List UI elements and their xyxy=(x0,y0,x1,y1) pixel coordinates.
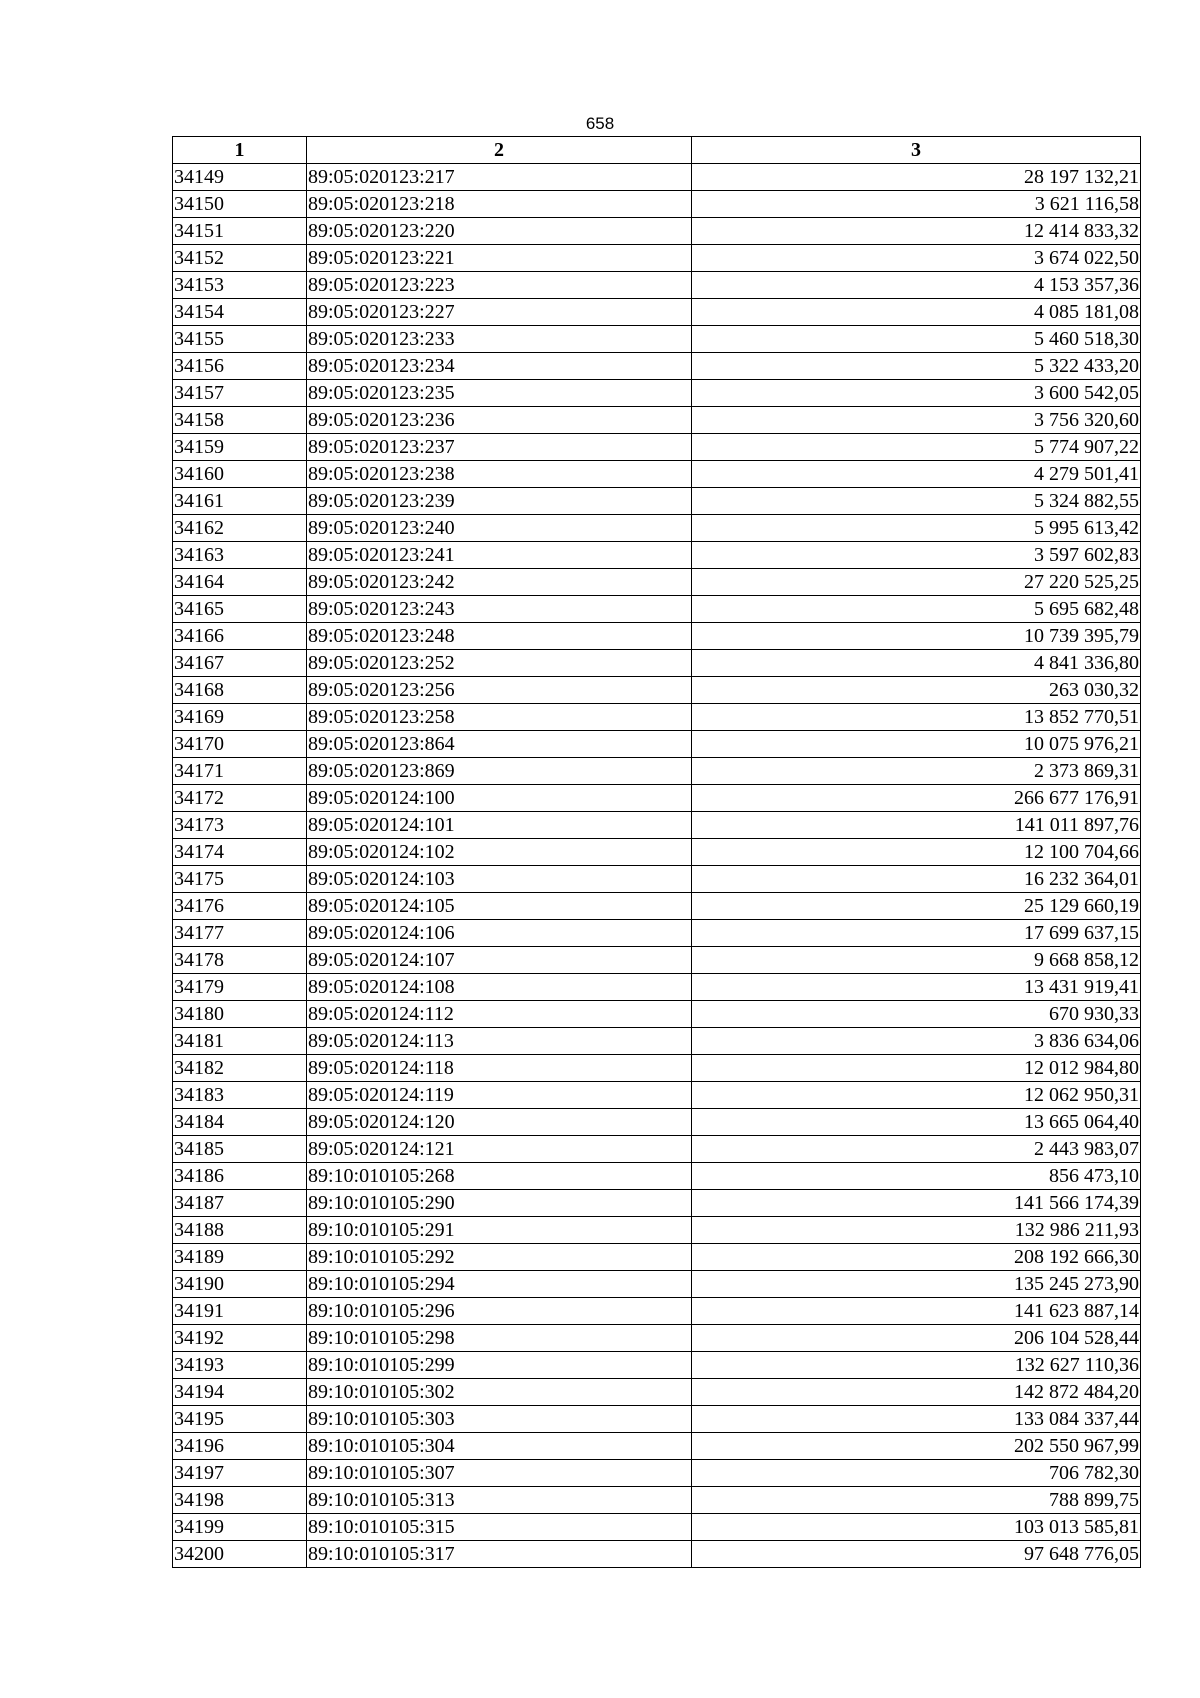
row-number-cell: 34200 xyxy=(173,1541,307,1568)
cadastral-number-cell: 89:10:010105:302 xyxy=(307,1379,692,1406)
cadastral-number-cell: 89:05:020123:252 xyxy=(307,650,692,677)
cadastral-value-cell: 103 013 585,81 xyxy=(692,1514,1141,1541)
cadastral-number-cell: 89:10:010105:292 xyxy=(307,1244,692,1271)
cadastral-value-cell: 706 782,30 xyxy=(692,1460,1141,1487)
cadastral-number-cell: 89:05:020123:220 xyxy=(307,218,692,245)
cadastral-number-cell: 89:10:010105:304 xyxy=(307,1433,692,1460)
table-row xyxy=(173,353,1141,380)
cadastral-value-cell: 13 665 064,40 xyxy=(692,1109,1141,1136)
cadastral-number-cell: 89:05:020123:258 xyxy=(307,704,692,731)
cadastral-number-cell: 89:05:020123:238 xyxy=(307,461,692,488)
table-row xyxy=(173,596,1141,623)
table-row xyxy=(173,1001,1141,1028)
row-number-cell: 34193 xyxy=(173,1352,307,1379)
cadastral-value-cell: 5 460 518,30 xyxy=(692,326,1141,353)
cadastral-value-cell: 17 699 637,15 xyxy=(692,920,1141,947)
cadastral-number-cell: 89:05:020123:256 xyxy=(307,677,692,704)
cadastral-number-cell: 89:05:020124:108 xyxy=(307,974,692,1001)
cadastral-value-cell: 202 550 967,99 xyxy=(692,1433,1141,1460)
row-number-cell: 34182 xyxy=(173,1055,307,1082)
table-row xyxy=(173,1298,1141,1325)
row-number-cell: 34168 xyxy=(173,677,307,704)
row-number-cell: 34150 xyxy=(173,191,307,218)
table-row xyxy=(173,1109,1141,1136)
cadastral-number-cell: 89:05:020124:105 xyxy=(307,893,692,920)
cadastral-number-cell: 89:05:020124:119 xyxy=(307,1082,692,1109)
cadastral-number-cell: 89:05:020123:221 xyxy=(307,245,692,272)
table-body xyxy=(173,164,1141,1568)
row-number-cell: 34163 xyxy=(173,542,307,569)
table-row xyxy=(173,758,1141,785)
row-number-cell: 34153 xyxy=(173,272,307,299)
cadastral-value-cell: 4 153 357,36 xyxy=(692,272,1141,299)
cadastral-number-cell: 89:05:020124:106 xyxy=(307,920,692,947)
cadastral-number-cell: 89:05:020123:248 xyxy=(307,623,692,650)
cadastral-number-cell: 89:10:010105:317 xyxy=(307,1541,692,1568)
row-number-cell: 34191 xyxy=(173,1298,307,1325)
row-number-cell: 34164 xyxy=(173,569,307,596)
row-number-cell: 34188 xyxy=(173,1217,307,1244)
table-row xyxy=(173,1028,1141,1055)
row-number-cell: 34167 xyxy=(173,650,307,677)
cadastral-number-cell: 89:05:020124:121 xyxy=(307,1136,692,1163)
row-number-cell: 34178 xyxy=(173,947,307,974)
cadastral-number-cell: 89:10:010105:315 xyxy=(307,1514,692,1541)
cadastral-number-cell: 89:05:020124:107 xyxy=(307,947,692,974)
row-number-cell: 34159 xyxy=(173,434,307,461)
table-row xyxy=(173,812,1141,839)
table-row xyxy=(173,1460,1141,1487)
table-row xyxy=(173,1514,1141,1541)
cadastral-value-cell: 4 279 501,41 xyxy=(692,461,1141,488)
cadastral-number-cell: 89:10:010105:290 xyxy=(307,1190,692,1217)
row-number-cell: 34180 xyxy=(173,1001,307,1028)
cadastral-value-cell: 132 627 110,36 xyxy=(692,1352,1141,1379)
row-number-cell: 34177 xyxy=(173,920,307,947)
row-number-cell: 34158 xyxy=(173,407,307,434)
row-number-cell: 34162 xyxy=(173,515,307,542)
table-row xyxy=(173,1055,1141,1082)
row-number-cell: 34181 xyxy=(173,1028,307,1055)
table-row xyxy=(173,164,1141,191)
row-number-cell: 34194 xyxy=(173,1379,307,1406)
row-number-cell: 34198 xyxy=(173,1487,307,1514)
cadastral-number-cell: 89:05:020123:217 xyxy=(307,164,692,191)
row-number-cell: 34176 xyxy=(173,893,307,920)
row-number-cell: 34165 xyxy=(173,596,307,623)
table-row xyxy=(173,866,1141,893)
cadastral-value-cell: 5 695 682,48 xyxy=(692,596,1141,623)
row-number-cell: 34171 xyxy=(173,758,307,785)
table-row xyxy=(173,650,1141,677)
cadastral-number-cell: 89:05:020124:101 xyxy=(307,812,692,839)
cadastral-value-cell: 3 756 320,60 xyxy=(692,407,1141,434)
cadastral-value-cell: 12 062 950,31 xyxy=(692,1082,1141,1109)
table-row xyxy=(173,1244,1141,1271)
row-number-cell: 34183 xyxy=(173,1082,307,1109)
column-header-2: 2 xyxy=(307,137,692,164)
row-number-cell: 34157 xyxy=(173,380,307,407)
row-number-cell: 34199 xyxy=(173,1514,307,1541)
row-number-cell: 34195 xyxy=(173,1406,307,1433)
cadastral-value-cell: 2 443 983,07 xyxy=(692,1136,1141,1163)
cadastral-value-cell: 3 621 116,58 xyxy=(692,191,1141,218)
cadastral-number-cell: 89:05:020123:237 xyxy=(307,434,692,461)
cadastral-number-cell: 89:05:020123:233 xyxy=(307,326,692,353)
row-number-cell: 34174 xyxy=(173,839,307,866)
cadastral-value-cell: 266 677 176,91 xyxy=(692,785,1141,812)
table-row xyxy=(173,218,1141,245)
cadastral-value-cell: 25 129 660,19 xyxy=(692,893,1141,920)
cadastral-value-cell: 28 197 132,21 xyxy=(692,164,1141,191)
cadastral-number-cell: 89:05:020123:243 xyxy=(307,596,692,623)
table-row xyxy=(173,1136,1141,1163)
column-header-1: 1 xyxy=(173,137,307,164)
table-row xyxy=(173,704,1141,731)
row-number-cell: 34185 xyxy=(173,1136,307,1163)
cadastral-value-cell: 670 930,33 xyxy=(692,1001,1141,1028)
table-row xyxy=(173,488,1141,515)
table-row xyxy=(173,785,1141,812)
cadastral-number-cell: 89:10:010105:303 xyxy=(307,1406,692,1433)
cadastral-value-cell: 142 872 484,20 xyxy=(692,1379,1141,1406)
cadastral-value-cell: 13 431 919,41 xyxy=(692,974,1141,1001)
row-number-cell: 34197 xyxy=(173,1460,307,1487)
row-number-cell: 34196 xyxy=(173,1433,307,1460)
row-number-cell: 34170 xyxy=(173,731,307,758)
cadastral-number-cell: 89:10:010105:294 xyxy=(307,1271,692,1298)
cadastral-number-cell: 89:05:020123:235 xyxy=(307,380,692,407)
table-row xyxy=(173,677,1141,704)
table-row xyxy=(173,299,1141,326)
cadastral-number-cell: 89:05:020123:234 xyxy=(307,353,692,380)
cadastral-value-cell: 5 324 882,55 xyxy=(692,488,1141,515)
row-number-cell: 34190 xyxy=(173,1271,307,1298)
cadastral-value-cell: 12 100 704,66 xyxy=(692,839,1141,866)
table-row xyxy=(173,434,1141,461)
cadastral-value-cell: 4 085 181,08 xyxy=(692,299,1141,326)
cadastral-number-cell: 89:05:020123:240 xyxy=(307,515,692,542)
cadastral-value-cell: 97 648 776,05 xyxy=(692,1541,1141,1568)
row-number-cell: 34175 xyxy=(173,866,307,893)
cadastral-value-cell: 3 836 634,06 xyxy=(692,1028,1141,1055)
row-number-cell: 34149 xyxy=(173,164,307,191)
table-row xyxy=(173,947,1141,974)
cadastral-number-cell: 89:05:020124:120 xyxy=(307,1109,692,1136)
row-number-cell: 34155 xyxy=(173,326,307,353)
table-row xyxy=(173,245,1141,272)
table-row xyxy=(173,1190,1141,1217)
cadastral-value-cell: 141 566 174,39 xyxy=(692,1190,1141,1217)
table-header-row xyxy=(173,137,1141,164)
table-row xyxy=(173,1082,1141,1109)
cadastral-number-cell: 89:10:010105:268 xyxy=(307,1163,692,1190)
table-row xyxy=(173,1163,1141,1190)
table-row xyxy=(173,623,1141,650)
cadastral-value-cell: 2 373 869,31 xyxy=(692,758,1141,785)
cadastral-number-cell: 89:05:020123:241 xyxy=(307,542,692,569)
row-number-cell: 34189 xyxy=(173,1244,307,1271)
row-number-cell: 34186 xyxy=(173,1163,307,1190)
table-row xyxy=(173,1352,1141,1379)
cadastral-number-cell: 89:05:020124:112 xyxy=(307,1001,692,1028)
cadastral-number-cell: 89:05:020123:242 xyxy=(307,569,692,596)
row-number-cell: 34187 xyxy=(173,1190,307,1217)
cadastral-value-cell: 13 852 770,51 xyxy=(692,704,1141,731)
cadastral-value-cell: 263 030,32 xyxy=(692,677,1141,704)
cadastral-number-cell: 89:10:010105:296 xyxy=(307,1298,692,1325)
table-row xyxy=(173,1271,1141,1298)
cadastral-number-cell: 89:10:010105:307 xyxy=(307,1460,692,1487)
cadastral-value-cell: 788 899,75 xyxy=(692,1487,1141,1514)
table-row xyxy=(173,380,1141,407)
table-row xyxy=(173,1379,1141,1406)
cadastral-value-cell: 9 668 858,12 xyxy=(692,947,1141,974)
cadastral-value-cell: 5 322 433,20 xyxy=(692,353,1141,380)
row-number-cell: 34172 xyxy=(173,785,307,812)
cadastral-number-cell: 89:05:020123:236 xyxy=(307,407,692,434)
table-row xyxy=(173,731,1141,758)
cadastral-value-cell: 10 739 395,79 xyxy=(692,623,1141,650)
row-number-cell: 34161 xyxy=(173,488,307,515)
cadastral-value-cell: 3 597 602,83 xyxy=(692,542,1141,569)
cadastral-number-cell: 89:05:020123:218 xyxy=(307,191,692,218)
cadastral-value-cell: 10 075 976,21 xyxy=(692,731,1141,758)
cadastral-value-cell: 141 623 887,14 xyxy=(692,1298,1141,1325)
cadastral-value-cell: 5 995 613,42 xyxy=(692,515,1141,542)
cadastral-value-cell: 132 986 211,93 xyxy=(692,1217,1141,1244)
table-row xyxy=(173,191,1141,218)
cadastral-number-cell: 89:10:010105:313 xyxy=(307,1487,692,1514)
cadastral-value-cell: 5 774 907,22 xyxy=(692,434,1141,461)
cadastral-number-cell: 89:05:020124:102 xyxy=(307,839,692,866)
cadastral-number-cell: 89:10:010105:291 xyxy=(307,1217,692,1244)
table-row xyxy=(173,542,1141,569)
table-row xyxy=(173,515,1141,542)
cadastral-value-cell: 141 011 897,76 xyxy=(692,812,1141,839)
table-row xyxy=(173,1325,1141,1352)
cadastral-number-cell: 89:05:020123:864 xyxy=(307,731,692,758)
cadastral-value-cell: 856 473,10 xyxy=(692,1163,1141,1190)
cadastral-value-cell: 12 414 833,32 xyxy=(692,218,1141,245)
cadastral-value-cell: 206 104 528,44 xyxy=(692,1325,1141,1352)
row-number-cell: 34173 xyxy=(173,812,307,839)
row-number-cell: 34184 xyxy=(173,1109,307,1136)
cadastral-number-cell: 89:05:020124:118 xyxy=(307,1055,692,1082)
cadastral-value-table xyxy=(172,136,1141,1568)
cadastral-number-cell: 89:05:020124:103 xyxy=(307,866,692,893)
cadastral-value-cell: 12 012 984,80 xyxy=(692,1055,1141,1082)
table-row xyxy=(173,569,1141,596)
table-row xyxy=(173,920,1141,947)
cadastral-number-cell: 89:05:020123:227 xyxy=(307,299,692,326)
cadastral-value-cell: 135 245 273,90 xyxy=(692,1271,1141,1298)
row-number-cell: 34156 xyxy=(173,353,307,380)
table-row xyxy=(173,1217,1141,1244)
cadastral-number-cell: 89:05:020123:869 xyxy=(307,758,692,785)
cadastral-value-cell: 16 232 364,01 xyxy=(692,866,1141,893)
cadastral-value-cell: 133 084 337,44 xyxy=(692,1406,1141,1433)
cadastral-value-cell: 3 674 022,50 xyxy=(692,245,1141,272)
table-row xyxy=(173,1406,1141,1433)
row-number-cell: 34169 xyxy=(173,704,307,731)
cadastral-value-cell: 3 600 542,05 xyxy=(692,380,1141,407)
row-number-cell: 34152 xyxy=(173,245,307,272)
row-number-cell: 34192 xyxy=(173,1325,307,1352)
table-row xyxy=(173,1487,1141,1514)
cadastral-number-cell: 89:10:010105:298 xyxy=(307,1325,692,1352)
row-number-cell: 34151 xyxy=(173,218,307,245)
table-row xyxy=(173,326,1141,353)
table-row xyxy=(173,272,1141,299)
row-number-cell: 34166 xyxy=(173,623,307,650)
cadastral-number-cell: 89:05:020123:239 xyxy=(307,488,692,515)
row-number-cell: 34154 xyxy=(173,299,307,326)
table-row xyxy=(173,974,1141,1001)
table-row xyxy=(173,1433,1141,1460)
cadastral-number-cell: 89:05:020124:113 xyxy=(307,1028,692,1055)
table-row xyxy=(173,893,1141,920)
cadastral-value-cell: 4 841 336,80 xyxy=(692,650,1141,677)
cadastral-value-cell: 208 192 666,30 xyxy=(692,1244,1141,1271)
table-row xyxy=(173,461,1141,488)
table-row xyxy=(173,407,1141,434)
cadastral-number-cell: 89:05:020124:100 xyxy=(307,785,692,812)
page-number: 658 xyxy=(585,114,615,133)
table-row xyxy=(173,1541,1141,1568)
row-number-cell: 34179 xyxy=(173,974,307,1001)
row-number-cell: 34160 xyxy=(173,461,307,488)
cadastral-number-cell: 89:10:010105:299 xyxy=(307,1352,692,1379)
table-row xyxy=(173,839,1141,866)
cadastral-value-cell: 27 220 525,25 xyxy=(692,569,1141,596)
cadastral-number-cell: 89:05:020123:223 xyxy=(307,272,692,299)
column-header-3: 3 xyxy=(692,137,1141,164)
